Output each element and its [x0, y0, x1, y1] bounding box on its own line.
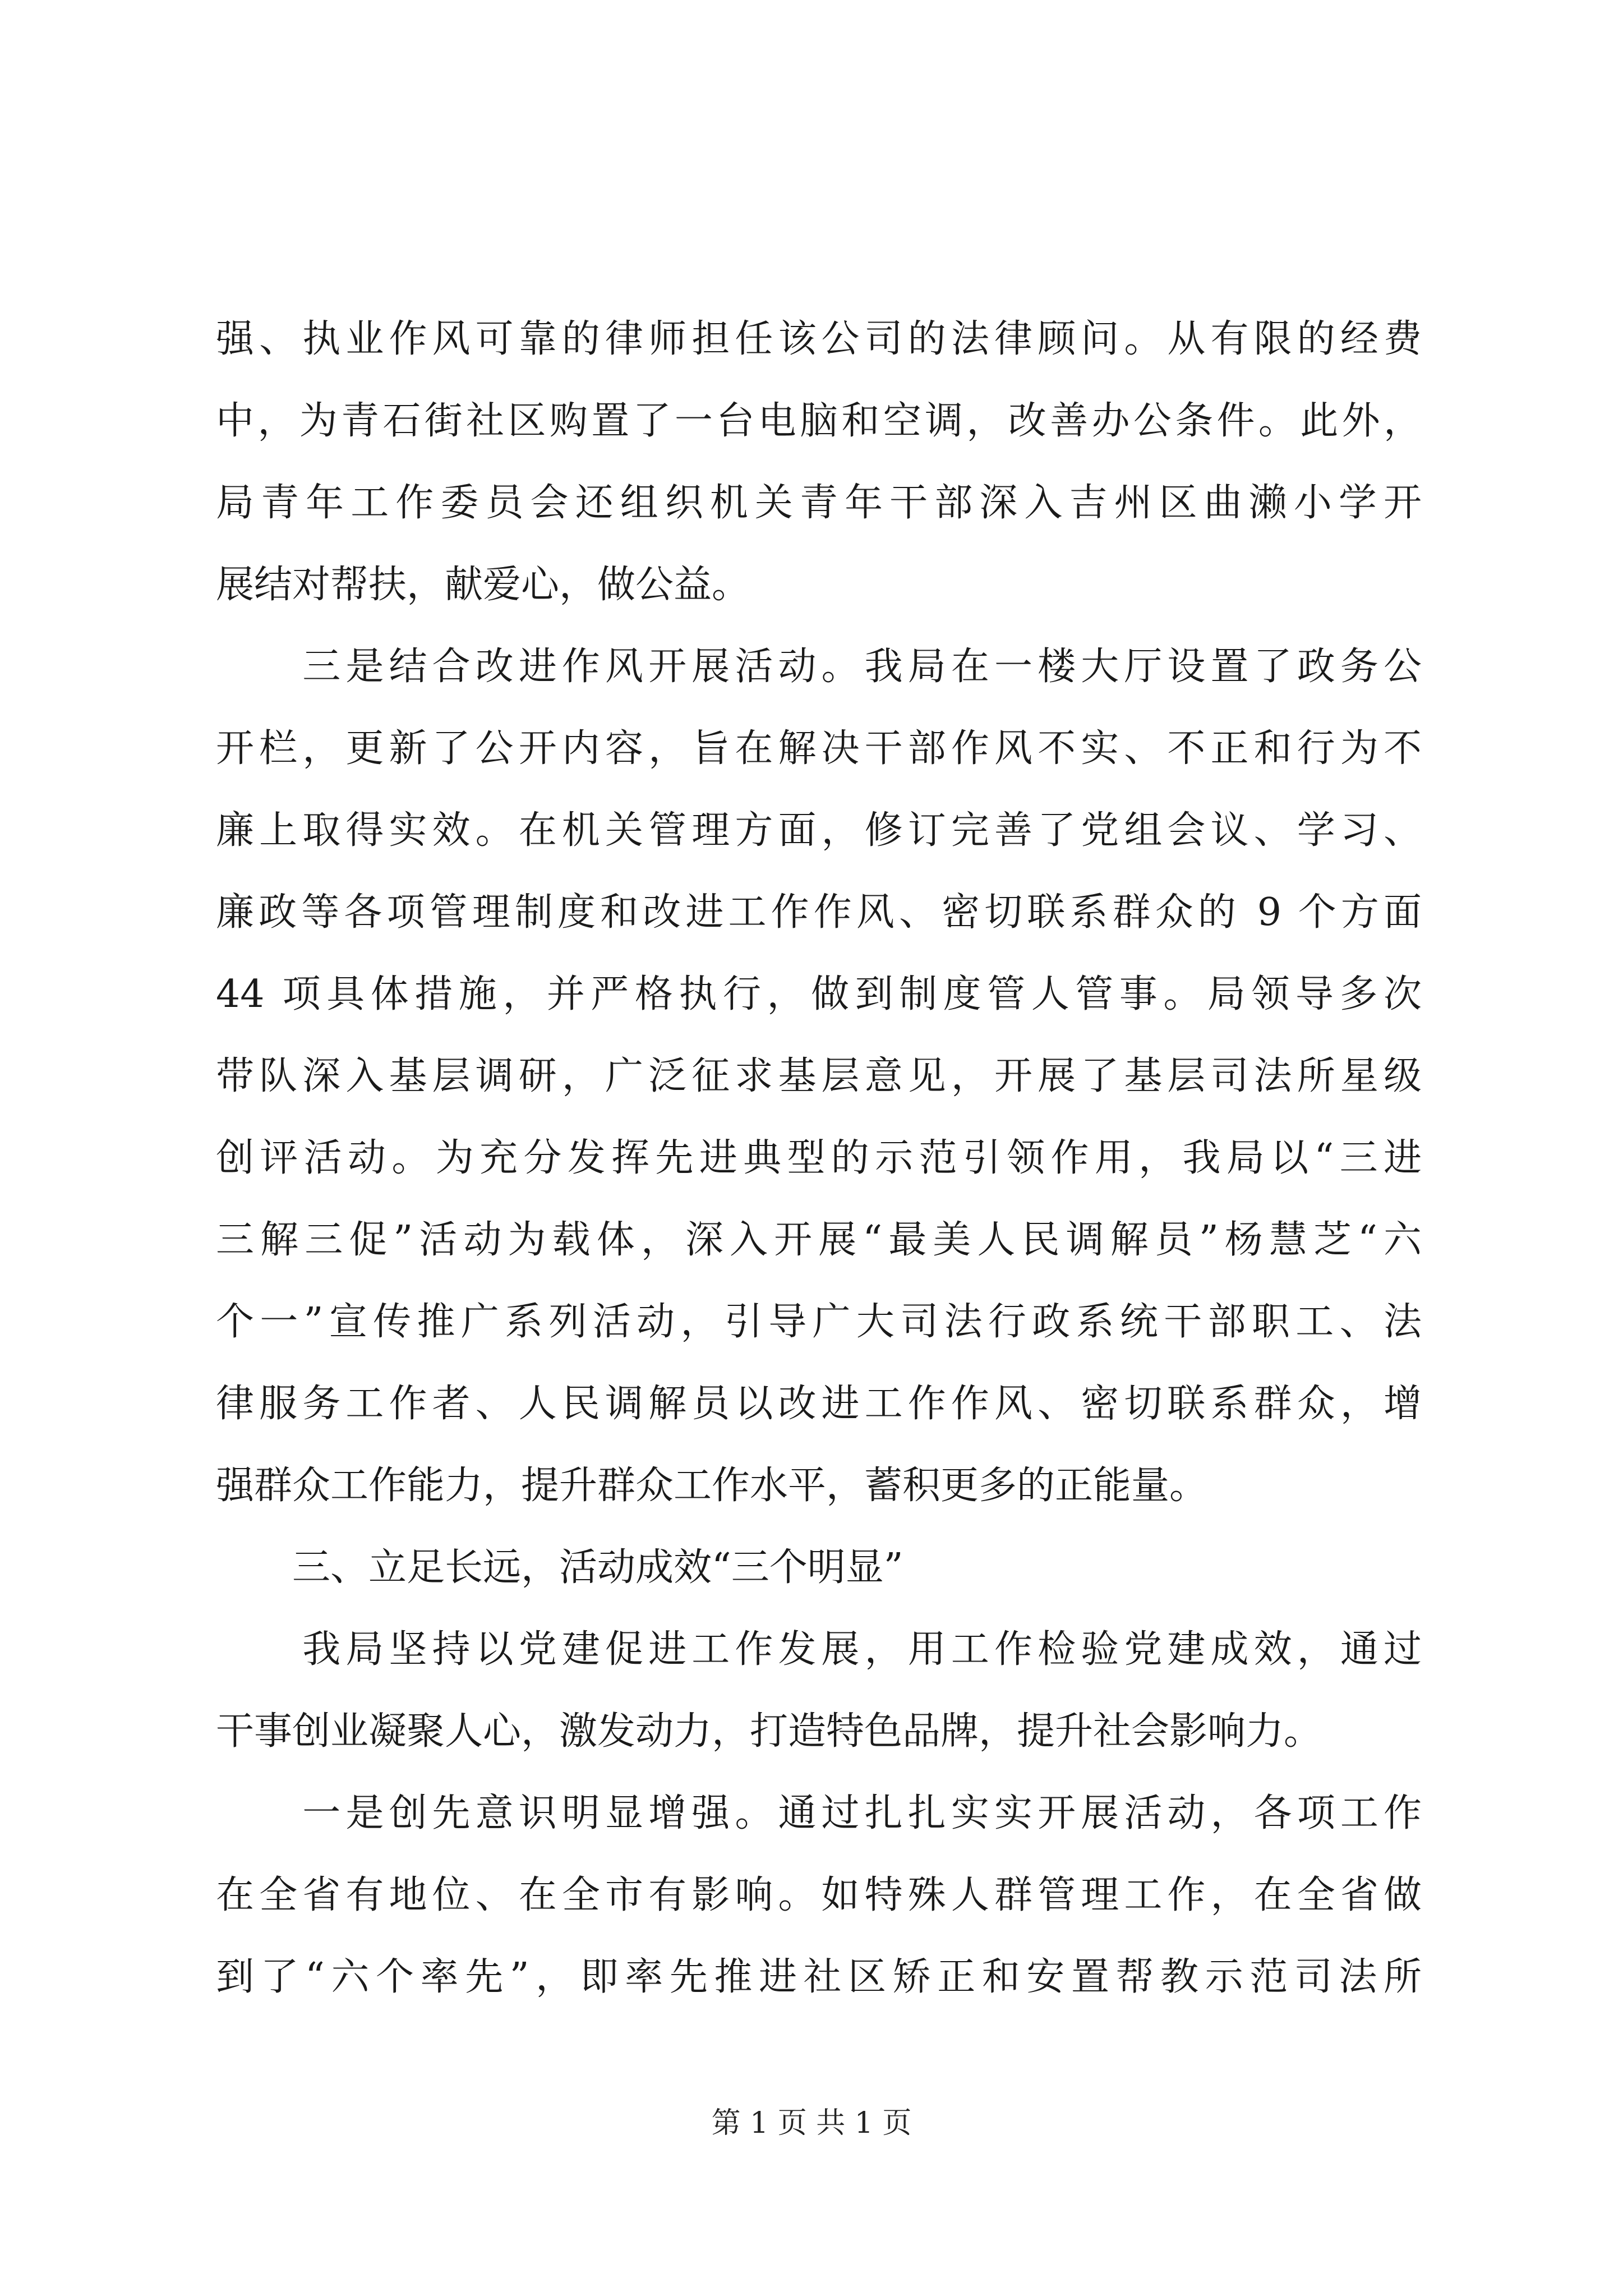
text-line: 廉政等各项管理制度和改进工作作风、密切联系群众的 9 个方面 [216, 890, 1422, 935]
text-line: 强群众工作能力，提升群众工作水平，蓄积更多的正能量。 [216, 1464, 1208, 1508]
text-line: 带队深入基层调研，广泛征求基层意见，开展了基层司法所星级 [216, 1054, 1422, 1098]
text-line: 三是结合改进作风开展活动。我局在一楼大厅设置了政务公 [216, 645, 1422, 689]
text-line: 强、执业作风可靠的律师担任该公司的法律顾问。从有限的经费 [216, 317, 1422, 361]
text-line: 我局坚持以党建促进工作发展，用工作检验党建成效，通过 [216, 1627, 1422, 1672]
document-body [216, 298, 1422, 2018]
section-heading: 三、立足长远，活动成效“三个明显” [216, 1545, 903, 1590]
text-line: 律服务工作者、人民调解员以改进工作作风、密切联系群众，增 [216, 1382, 1422, 1426]
text-line: 在全省有地位、在全市有影响。如特殊人群管理工作，在全省做 [216, 1873, 1422, 1917]
text-line: 到了“六个率先”，即率先推进社区矫正和安置帮教示范司法所 [216, 1955, 1422, 1999]
text-line: 局青年工作委员会还组织机关青年干部深入吉州区曲濑小学开 [216, 481, 1422, 525]
text-line: 展结对帮扶，献爱心，做公益。 [216, 563, 750, 607]
page-number-footer: 第 1 页 共 1 页 [711, 2106, 912, 2140]
text-line: 一是创先意识明显增强。通过扎扎实实开展活动，各项工作 [216, 1791, 1422, 1835]
text-line: 创评活动。为充分发挥先进典型的示范引领作用，我局以“三进 [216, 1136, 1422, 1180]
text-line: 中，为青石街社区购置了一台电脑和空调，改善办公条件。此外， [216, 399, 1422, 443]
text-line: 开栏，更新了公开内容，旨在解决干部作风不实、不正和行为不 [216, 726, 1422, 771]
text-line: 干事创业凝聚人心，激发动力，打造特色品牌，提升社会影响力。 [216, 1709, 1322, 1754]
text-line: 44 项具体措施，并严格执行，做到制度管人管事。局领导多次 [216, 972, 1422, 1016]
text-line: 廉上取得实效。在机关管理方面，修订完善了党组会议、学习、 [216, 808, 1422, 853]
text-line: 个一”宣传推广系列活动，引导广大司法行政系统干部职工、法 [216, 1300, 1422, 1344]
text-line: 三解三促”活动为载体，深入开展“最美人民调解员”杨慧芝“六 [216, 1218, 1422, 1262]
